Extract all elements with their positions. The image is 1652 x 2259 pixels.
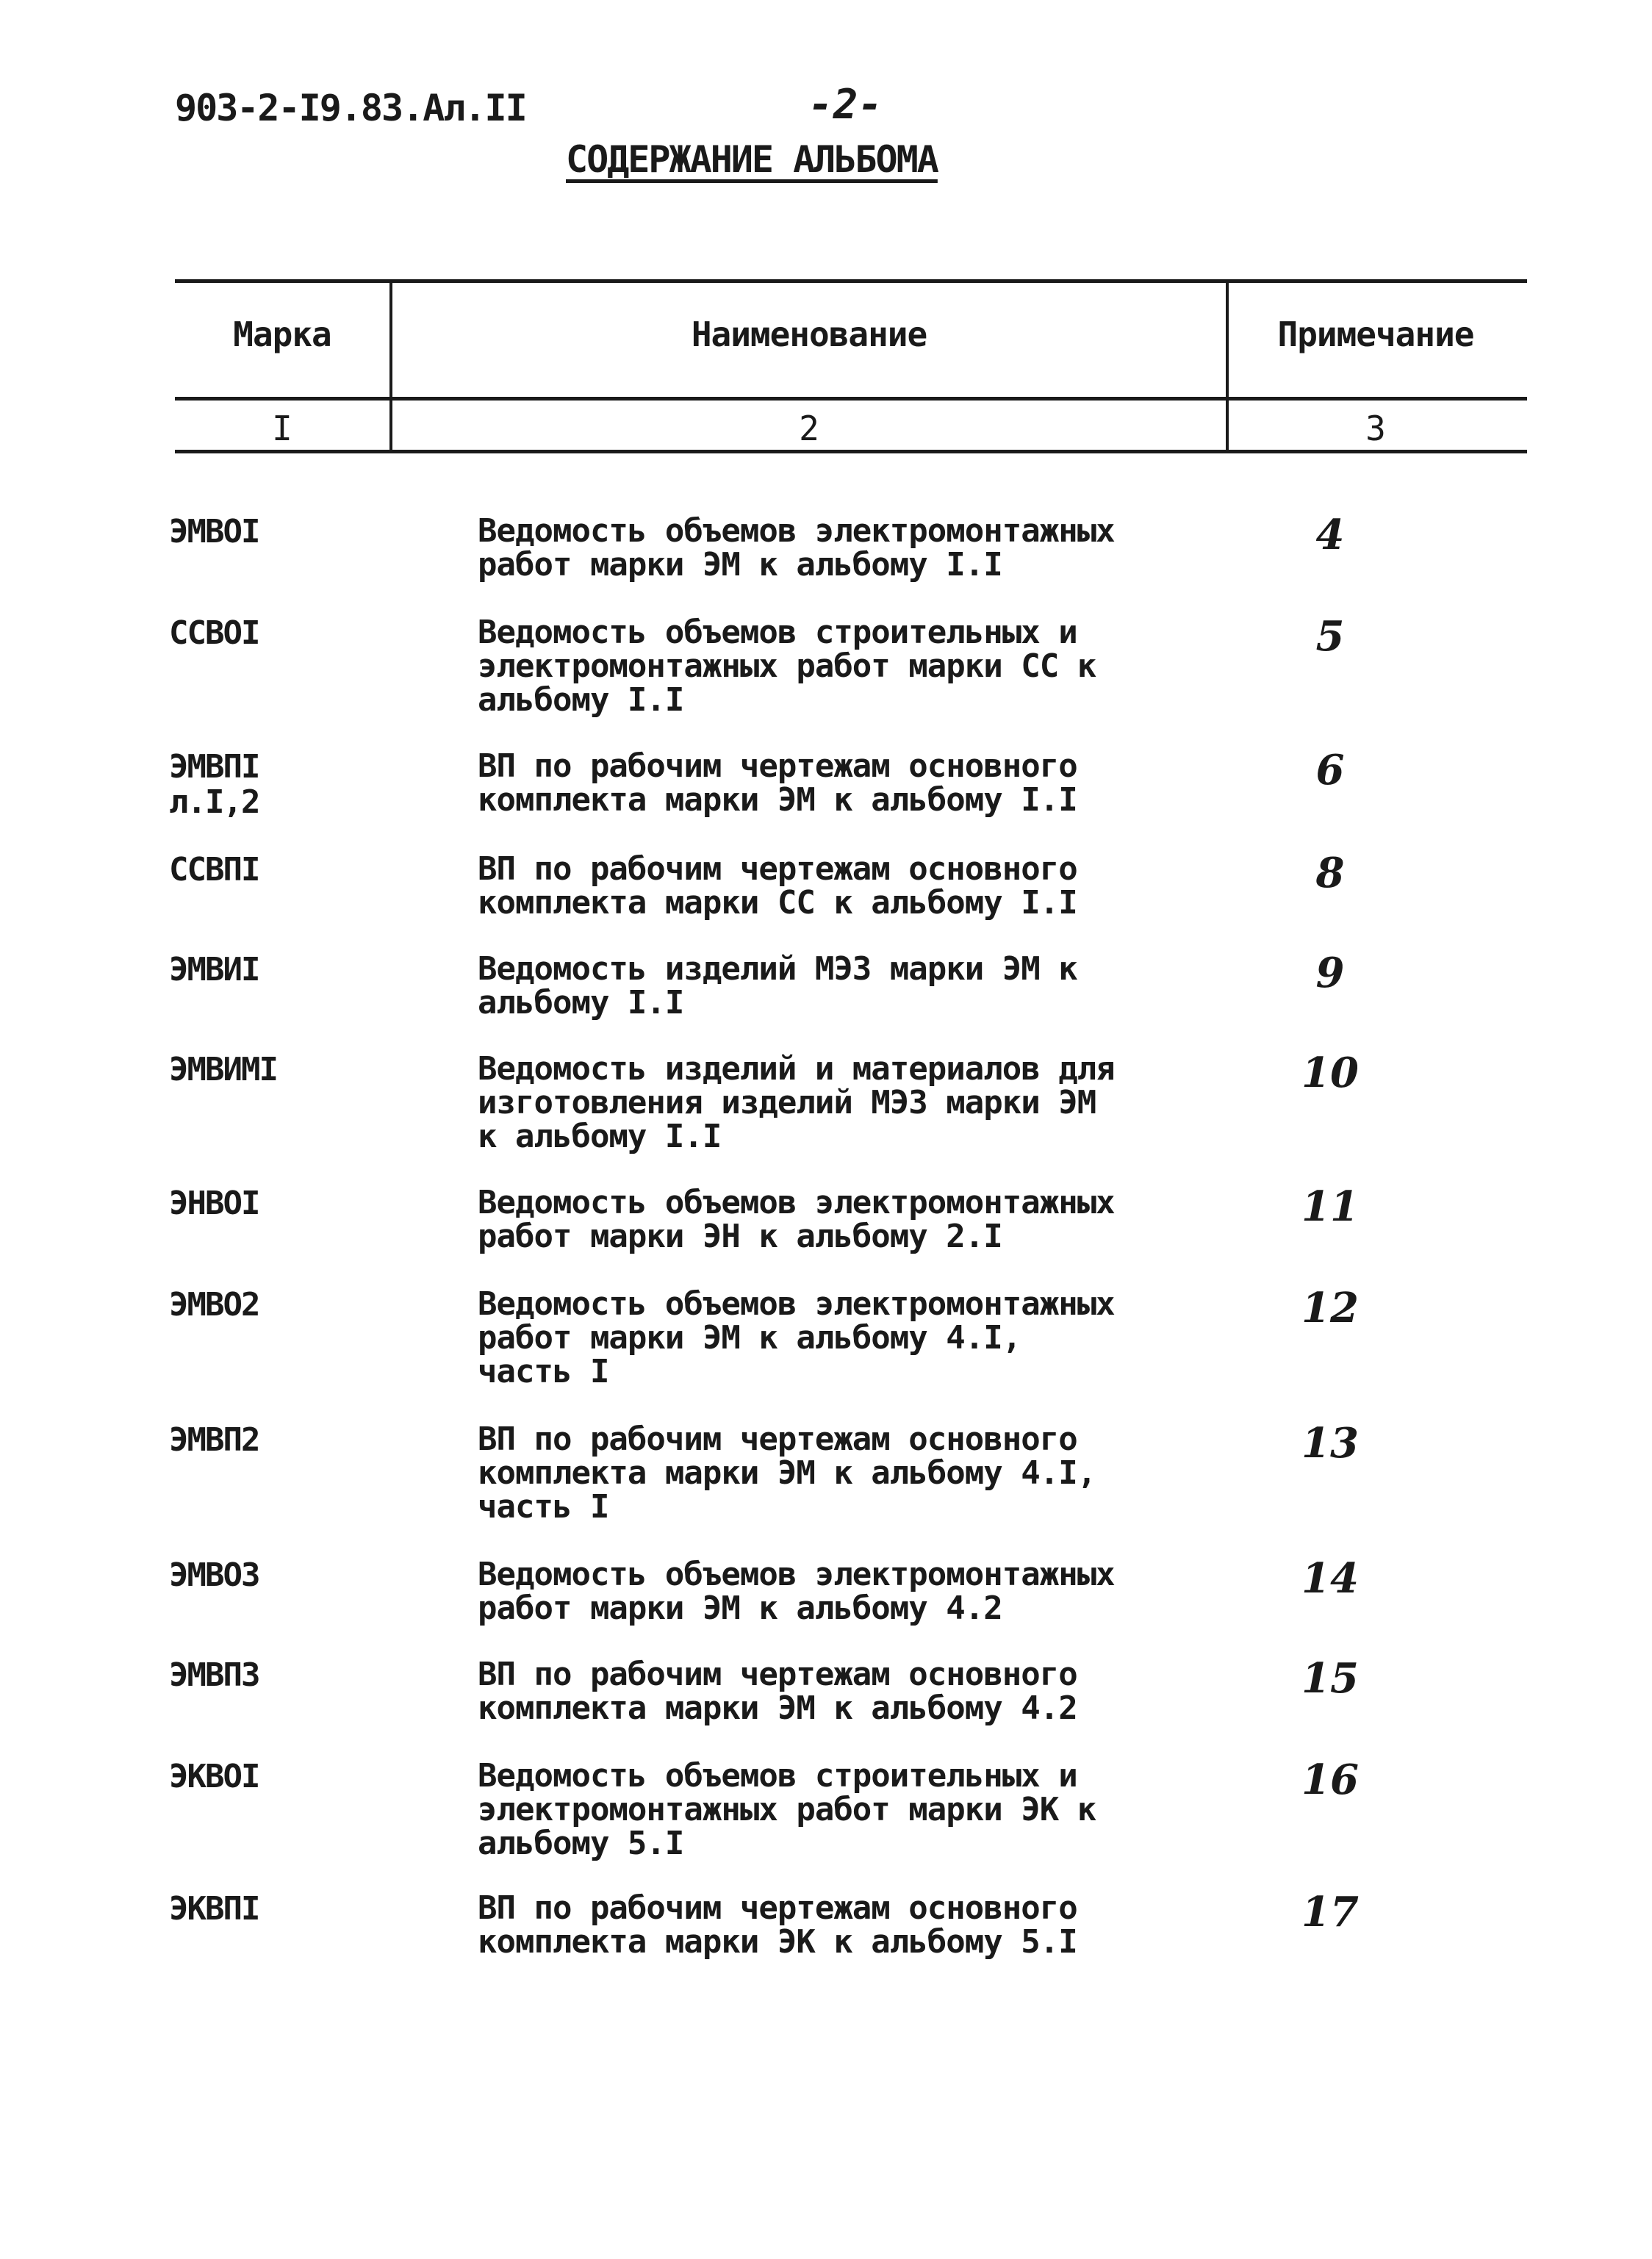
album-contents-title: СОДЕРЖАНИЕ АЛЬБОМА [566, 138, 938, 181]
row-page-ref: 8 [1315, 849, 1345, 897]
row-mark: ЭМВО3 [169, 1556, 259, 1594]
row-mark: ЭНВОI [169, 1185, 259, 1222]
row-mark: ЭМВИI [169, 951, 259, 988]
row-mark: ЭКВПI [169, 1890, 259, 1928]
row-mark: ЭМВП2 [169, 1421, 259, 1459]
row-name: ВП по рабочим чертежам основного комплекта марки СС к альбому I.I [478, 850, 1077, 922]
row-mark: ЭКВОI [169, 1758, 259, 1795]
page-number: -2- [808, 81, 883, 129]
row-mark: ССВОI [169, 614, 259, 652]
row-page-ref: 11 [1301, 1182, 1359, 1231]
row-name: Ведомость изделий МЭЗ марки ЭМ к альбому I.I [478, 950, 1077, 1021]
row-name: Ведомость объемов электромонтажных работ марки ЭН к альбому 2.I [478, 1184, 1115, 1255]
row-name: Ведомость объемов электромонтажных работ марки ЭМ к альбому 4.I, часть I [478, 1285, 1115, 1390]
row-name: Ведомость объемов строительных и электромонтажных работ марки СС к альбому I.I [478, 614, 1096, 719]
row-name: ВП по рабочим чертежам основного комплекта марки ЭК к альбому 5.I [478, 1889, 1077, 1961]
row-mark: ЭМВОI [169, 513, 259, 550]
column-number-1: I [272, 409, 292, 448]
row-page-ref: 5 [1315, 612, 1345, 661]
header-middle-rule [175, 397, 1527, 401]
column-number-2: 2 [799, 409, 819, 448]
column-header-mark: Марка [233, 315, 331, 354]
column-header-note: Примечание [1277, 315, 1474, 354]
column-header-name: Наименование [691, 315, 927, 354]
row-name: Ведомость объемов электромонтажных работ марки ЭМ к альбому 4.2 [478, 1556, 1115, 1627]
row-name: Ведомость изделий и материалов для изготовления изделий МЭЗ марки ЭМ к альбому I.I [478, 1050, 1115, 1155]
row-mark: ССВПI [169, 851, 259, 888]
row-mark: ЭМВО2 [169, 1286, 259, 1324]
row-page-ref: 16 [1301, 1756, 1359, 1804]
row-name: Ведомость объемов строительных и электромонтажных работ марки ЭК к альбому 5.I [478, 1757, 1096, 1862]
row-page-ref: 12 [1301, 1284, 1359, 1332]
header-top-rule [175, 279, 1527, 283]
header-bottom-rule [175, 450, 1527, 453]
row-page-ref: 4 [1315, 511, 1345, 559]
row-mark: ЭМВПI л.I,2 [169, 748, 259, 821]
row-page-ref: 6 [1315, 746, 1345, 794]
row-mark: ЭМВП3 [169, 1656, 259, 1694]
row-page-ref: 17 [1301, 1888, 1359, 1936]
row-page-ref: 15 [1301, 1654, 1359, 1703]
row-name: Ведомость объемов электромонтажных работ марки ЭМ к альбому I.I [478, 512, 1115, 583]
row-name: ВП по рабочим чертежам основного комплекта марки ЭМ к альбому 4.I, часть I [478, 1421, 1096, 1526]
row-name: ВП по рабочим чертежам основного комплекта марки ЭМ к альбому 4.2 [478, 1656, 1077, 1727]
column-number-3: 3 [1365, 409, 1386, 448]
row-page-ref: 9 [1315, 949, 1345, 997]
document-code: 903-2-I9.83.Ал.II [175, 87, 526, 129]
row-page-ref: 10 [1301, 1049, 1359, 1097]
row-name: ВП по рабочим чертежам основного комплекта марки ЭМ к альбому I.I [478, 747, 1077, 819]
row-mark: ЭМВИМI [169, 1051, 277, 1088]
row-page-ref: 13 [1301, 1419, 1359, 1468]
row-page-ref: 14 [1301, 1554, 1359, 1603]
